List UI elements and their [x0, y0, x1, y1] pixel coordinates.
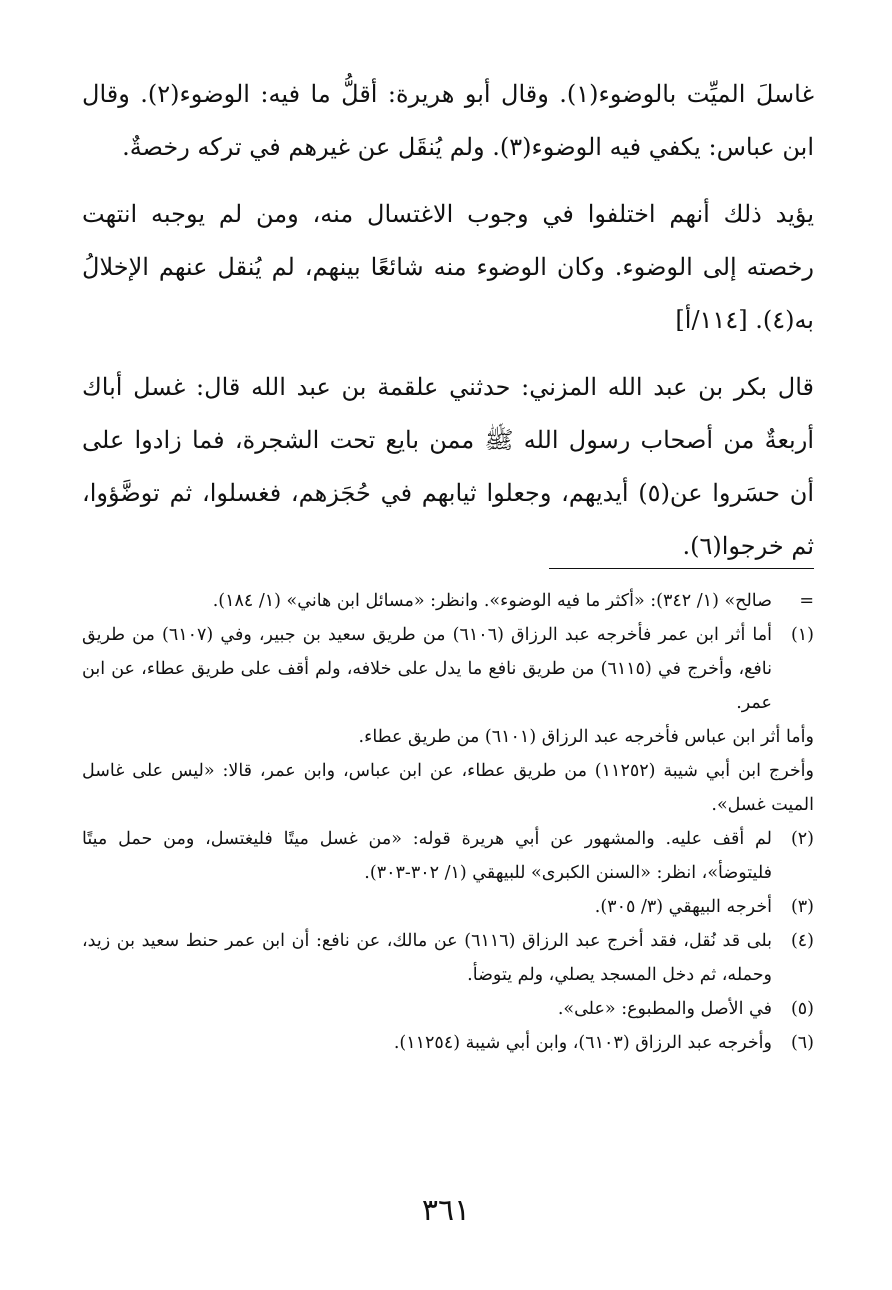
footnote-5 [82, 992, 814, 1026]
paragraph-1: غاسلَ الميِّت بالوضوء(١). وقال أبو هريرة: أقلُّ ما فيه: الوضوء(٢). وقال ابن عباس: يكفي فيه الوضوء(٣). ولم يُنقَل عن غيرهم في تركه رخصةٌ. [82, 80, 815, 161]
footnote-6 [82, 1026, 814, 1060]
footnote-text: وأخرجه عبد الرزاق (٦١٠٣)، وابن أبي شيبة (١١٢٥٤). [393, 1033, 772, 1053]
footnote-carryover [82, 584, 814, 618]
footnote-number: (٣) [790, 897, 814, 917]
footnote-text: لم أقف عليه. والمشهور عن أبي هريرة قوله: «من غسل ميتًا فليغتسل، ومن حمل ميتًا فليتوضأ»، انظر: «السنن الكبرى» للبيهقي (١/ ٣٠٢-٣٠٣). [82, 829, 772, 883]
footnote-1 [82, 618, 814, 720]
carryover-text: صالح» (١/ ٣٤٢): «أكثر ما فيه الوضوء». وانظر: «مسائل ابن هاني» (١/ ١٨٤). [212, 591, 772, 611]
main-text [82, 68, 814, 573]
paragraph-2: يؤيد ذلك أنهم اختلفوا في وجوب الاغتسال منه، ومن لم يوجبه انتهت رخصته إلى الوضوء. وكان الوضوء منه شائعًا بينهم، لم يُنقل عنهم الإخلالُ به(٤). [١١٤/أ] [82, 200, 815, 334]
footnotes [82, 584, 814, 1060]
page-number: ٣٦١ [421, 1193, 471, 1228]
carryover-mark: = [799, 591, 814, 611]
footnote-text: في الأصل والمطبوع: «على». [557, 999, 772, 1019]
footnote-4 [82, 924, 814, 992]
footnote-text: بلى قد نُقل، فقد أخرج عبد الرزاق (٦١١٦) عن مالك، عن نافع: أن ابن عمر حنط سعيد بن زيد، وحمله، ثم دخل المسجد يصلي، ولم يتوضأ. [82, 931, 772, 985]
footnote-number: (٦) [790, 1033, 814, 1053]
footnote-text: أما أثر ابن عمر فأخرجه عبد الرزاق (٦١٠٦) من طريق سعيد بن جبير، وفي (٦١٠٧) من طريق نافع، وأخرج في (٦١١٥) من طريق نافع ما يدل على خلافه، ولم أقف على طريق عطاء، عن ابن عمر. [82, 625, 772, 713]
footnote-number: (٤) [790, 931, 814, 951]
footnote-number: (١) [790, 625, 814, 645]
footnote-1-line-3: وأخرج ابن أبي شيبة (١١٢٥٢) من طريق عطاء، عن ابن عباس، وابن عمر، قالا: «ليس على غاسل الميت غسل». [82, 761, 814, 815]
footnote-3 [82, 890, 814, 924]
footnote-number: (٢) [790, 829, 814, 849]
footnote-text: أخرجه البيهقي (٣/ ٣٠٥). [594, 897, 772, 917]
footnote-separator [549, 568, 814, 569]
paragraph-3: قال بكر بن عبد الله المزني: حدثني علقمة بن عبد الله قال: غسل أباك أربعةٌ من أصحاب رسول الله ﷺ ممن بايع تحت الشجرة، فما زادوا على أن حسَروا عن(٥) أيديهم، وجعلوا ثيابهم في حُجَزهم، فغسلوا، ثم توضَّؤوا، ثم خرجوا(٦). [82, 373, 814, 560]
footnote-1-line-2: وأما أثر ابن عباس فأخرجه عبد الرزاق (٦١٠١) من طريق عطاء. [358, 727, 814, 747]
footnote-number: (٥) [790, 999, 814, 1019]
footnote-2 [82, 822, 814, 890]
